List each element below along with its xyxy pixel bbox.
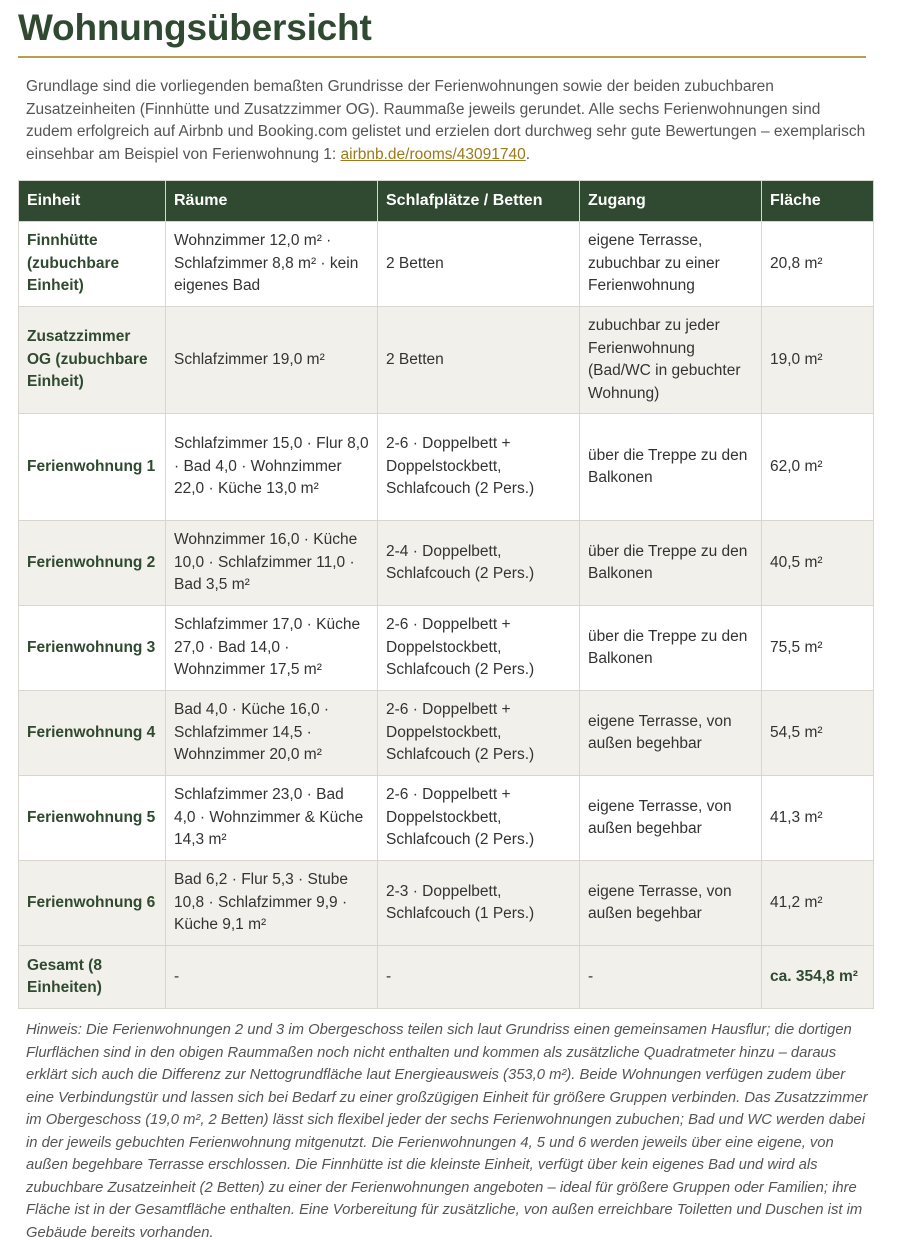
- beds-cell: 2-6 · Doppelbett + Doppelstockbett, Schlafcouch (2 Pers.): [378, 691, 580, 776]
- title-divider: [18, 56, 866, 58]
- area-cell: 54,5 m²: [762, 691, 874, 776]
- access-cell: eigene Terrasse, von außen begehbar: [580, 691, 762, 776]
- table-row: [19, 776, 874, 861]
- unit-cell: Ferienwohnung 6: [19, 861, 166, 946]
- header-zugang: Zugang: [580, 181, 762, 222]
- area-cell: 40,5 m²: [762, 521, 874, 606]
- rooms-cell: Schlafzimmer 19,0 m²: [166, 307, 378, 414]
- rooms-cell: Wohnzimmer 12,0 m² · Schlafzimmer 8,8 m² · kein eigenes Bad: [166, 222, 378, 307]
- table-row: [19, 222, 874, 307]
- access-cell: zubuchbar zu jeder Ferienwohnung (Bad/WC in gebuchter Wohnung): [580, 307, 762, 414]
- total-area-cell: ca. 354,8 m²: [762, 946, 874, 1009]
- unit-cell: Ferienwohnung 4: [19, 691, 166, 776]
- header-betten: Schlafplätze / Betten: [378, 181, 580, 222]
- table-row: [19, 861, 874, 946]
- unit-cell: Ferienwohnung 1: [19, 414, 166, 521]
- rooms-cell: Bad 6,2 · Flur 5,3 · Stube 10,8 · Schlafzimmer 9,9 · Küche 9,1 m²: [166, 861, 378, 946]
- total-access-cell: -: [580, 946, 762, 1009]
- table-row: [19, 307, 874, 414]
- beds-cell: 2-6 · Doppelbett + Doppelstockbett, Schlafcouch (2 Pers.): [378, 776, 580, 861]
- beds-cell: 2-6 · Doppelbett + Doppelstockbett, Schlafcouch (2 Pers.): [378, 606, 580, 691]
- table-row: [19, 414, 874, 521]
- area-cell: 19,0 m²: [762, 307, 874, 414]
- unit-cell: Ferienwohnung 2: [19, 521, 166, 606]
- intro-paragraph: [26, 76, 866, 166]
- access-cell: eigene Terrasse, zubuchbar zu einer Ferienwohnung: [580, 222, 762, 307]
- unit-cell: Finnhütte (zubuchbare Einheit): [19, 222, 166, 307]
- rooms-cell: Schlafzimmer 17,0 · Küche 27,0 · Bad 14,0 · Wohnzimmer 17,5 m²: [166, 606, 378, 691]
- table-row: [19, 691, 874, 776]
- access-cell: eigene Terrasse, von außen begehbar: [580, 776, 762, 861]
- page-title: Wohnungsübersicht: [18, 7, 372, 48]
- units-table: [18, 180, 874, 1009]
- area-cell: 41,2 m²: [762, 861, 874, 946]
- beds-cell: 2 Betten: [378, 222, 580, 307]
- total-rooms-cell: -: [166, 946, 378, 1009]
- area-cell: 62,0 m²: [762, 414, 874, 521]
- table-total-row: [19, 946, 874, 1009]
- area-cell: 41,3 m²: [762, 776, 874, 861]
- access-cell: über die Treppe zu den Balkonen: [580, 606, 762, 691]
- beds-cell: 2-4 · Doppelbett, Schlafcouch (2 Pers.): [378, 521, 580, 606]
- unit-cell: Ferienwohnung 3: [19, 606, 166, 691]
- unit-cell: Ferienwohnung 5: [19, 776, 166, 861]
- header-einheit: Einheit: [19, 181, 166, 222]
- hint-note: Hinweis: Die Ferienwohnungen 2 und 3 im Obergeschoss teilen sich laut Grundriss einen gemeinsamen Hausflur; die dortigen Flurflächen sind in den obigen Raummaßen noch nicht enthalten und kommen als zusätzliche Quadratmeter hinzu – daraus erklärt sich auch die Differenz zur Nettogrundfläche laut Energieausweis (353,0 m²). Beide Wohnungen verfügen zudem über eine Verbindungstür und lassen sich bei Bedarf zu einer großzügigen Einheit für größere Gruppen verbinden. Das Zusatzzimmer im Obergeschoss (19,0 m², 2 Betten) lässt sich flexibel jeder der sechs Ferienwohnungen zubuchen; Bad und WC werden dabei in der jeweils gebuchten Ferienwohnung mitgenutzt. Die Ferienwohnungen 4, 5 und 6 werden jeweils über eine eigene, von außen begehbare Terrasse erschlossen. Die Finnhütte ist die kleinste Einheit, verfügt über kein eigenes Bad und wird als zubuchbare Zusatzeinheit (2 Betten) zu einer der Ferienwohnungen angeboten – ideal für größere Gruppen oder Familien; ihre Fläche ist in der Gesamtfläche enthalten. Eine Vorbereitung für zusätzliche, von außen erreichbare Toiletten und Duschen ist im Gebäude bereits vorhanden.: [26, 1022, 868, 1241]
- access-cell: über die Treppe zu den Balkonen: [580, 521, 762, 606]
- total-unit-cell: Gesamt (8 Einheiten): [19, 946, 166, 1009]
- access-cell: über die Treppe zu den Balkonen: [580, 414, 762, 521]
- table-row: [19, 521, 874, 606]
- rooms-cell: Schlafzimmer 15,0 · Flur 8,0 · Bad 4,0 · Wohnzimmer 22,0 · Küche 13,0 m²: [166, 414, 378, 521]
- beds-cell: 2 Betten: [378, 307, 580, 414]
- unit-cell: Zusatzzimmer OG (zubuchbare Einheit): [19, 307, 166, 414]
- access-cell: eigene Terrasse, von außen begehbar: [580, 861, 762, 946]
- total-beds-cell: -: [378, 946, 580, 1009]
- airbnb-link[interactable]: airbnb.de/rooms/43091740: [340, 145, 526, 163]
- beds-cell: 2-3 · Doppelbett, Schlafcouch (1 Pers.): [378, 861, 580, 946]
- intro-tail: .: [525, 145, 531, 163]
- rooms-cell: Schlafzimmer 23,0 · Bad 4,0 · Wohnzimmer & Küche 14,3 m²: [166, 776, 378, 861]
- header-flaeche: Fläche: [762, 181, 874, 222]
- table-row: [19, 606, 874, 691]
- rooms-cell: Wohnzimmer 16,0 · Küche 10,0 · Schlafzimmer 11,0 · Bad 3,5 m²: [166, 521, 378, 606]
- area-cell: 75,5 m²: [762, 606, 874, 691]
- intro-text: Grundlage sind die vorliegenden bemaßten Grundrisse der Ferienwohnungen sowie der beiden zubuchbaren Zusatzeinheiten (Finnhütte und Zusatzzimmer OG). Raummaße jeweils gerundet. Alle sechs Ferienwohnungen sind zudem erfolgreich auf Airbnb und Booking.com gelistet und erzielen dort durchweg sehr gute Bewertungen – exemplarisch einsehbar am Beispiel von Ferienwohnung 1:: [26, 78, 866, 163]
- table-header-row: [19, 181, 874, 222]
- beds-cell: 2-6 · Doppelbett + Doppelstockbett, Schlafcouch (2 Pers.): [378, 414, 580, 521]
- header-raeume: Räume: [166, 181, 378, 222]
- area-cell: 20,8 m²: [762, 222, 874, 307]
- rooms-cell: Bad 4,0 · Küche 16,0 · Schlafzimmer 14,5 · Wohnzimmer 20,0 m²: [166, 691, 378, 776]
